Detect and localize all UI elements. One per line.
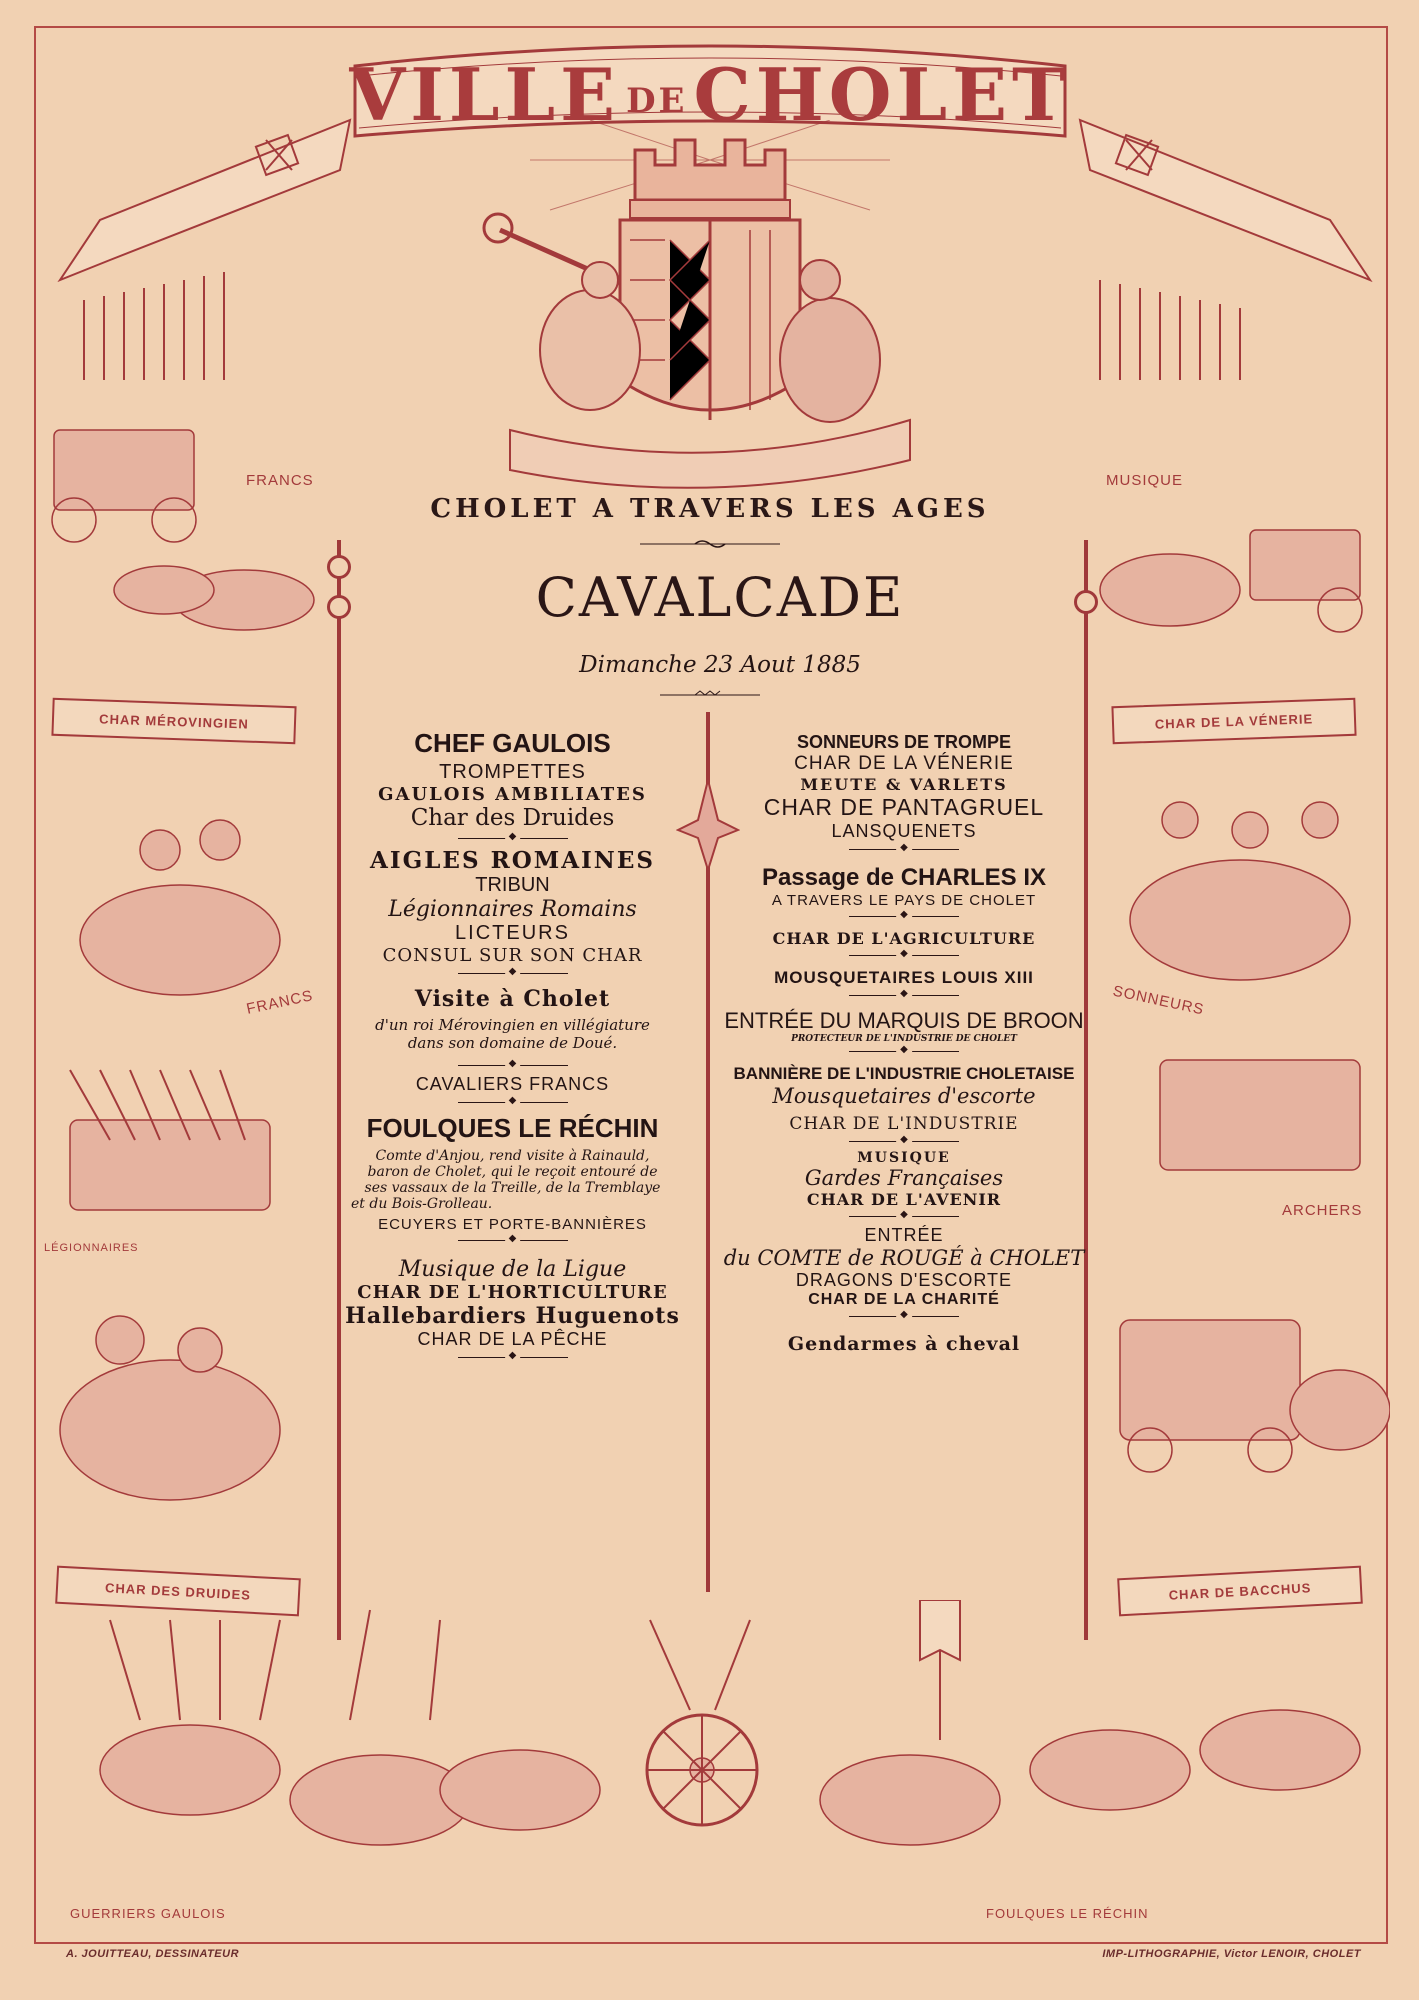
- divider-ornament: [718, 1309, 1090, 1325]
- divider-ornament: [718, 1044, 1090, 1060]
- title-de: DE: [626, 81, 688, 121]
- program-item: baron de Cholet, qui le reçoit entouré de: [367, 1164, 658, 1180]
- char-merovingien-ribbon: CHAR MÉROVINGIEN: [51, 698, 296, 744]
- program-item: Gardes Françaises: [804, 1166, 1004, 1190]
- footer-printer: IMP-LITHOGRAPHIE, Victor LENOIR, CHOLET: [1102, 1948, 1361, 1960]
- program-item: MOUSQUETAIRES LOUIS XIII: [774, 968, 1034, 987]
- program-item: MEUTE & VARLETS: [800, 775, 1008, 794]
- program-item: ENTRÉE: [864, 1225, 944, 1245]
- program-item: TRIBUN: [475, 874, 550, 896]
- program-item: d'un roi Mérovingien en villégiature: [375, 1016, 650, 1034]
- char-druides-ribbon: CHAR DES DRUIDES: [55, 1566, 301, 1617]
- footer-artist: A. JOUITTEAU, DESSINATEUR: [66, 1948, 240, 1960]
- program-item: A TRAVERS LE PAYS DE CHOLET: [771, 892, 1037, 909]
- program-item: Char des Druides: [410, 805, 615, 831]
- program-item: CONSUL SUR SON CHAR: [382, 945, 643, 966]
- program-item: CHAR DE PANTAGRUEL: [763, 794, 1045, 820]
- divider-ornament: [718, 948, 1090, 964]
- char-venerie-ribbon: CHAR DE LA VÉNERIE: [1111, 698, 1356, 744]
- program-item: et du Bois-Grolleau.: [351, 1196, 493, 1212]
- musique-procession-illustration: [1070, 270, 1380, 690]
- label-musique: MUSIQUE: [1106, 472, 1184, 489]
- program-item: Musique de la Ligue: [398, 1257, 627, 1282]
- divider-ornament: [718, 988, 1090, 1004]
- program-item: AIGLES ROMAINES: [370, 847, 655, 874]
- label-legionnaires: LÉGIONNAIRES: [44, 1242, 139, 1254]
- program-item: Comte d'Anjou, rend visite à Rainauld,: [375, 1148, 650, 1164]
- program-item: CHAR DE LA VÉNERIE: [794, 753, 1014, 774]
- program-item: PROTECTEUR DE L'INDUSTRIE DE CHOLET: [791, 1034, 1017, 1044]
- subtitle-ornament: [640, 538, 780, 550]
- char-bacchus-ribbon: CHAR DE BACCHUS: [1117, 1566, 1363, 1617]
- divider-ornament: [718, 842, 1090, 858]
- label-sonneurs: SONNEURS: [1111, 982, 1206, 1019]
- divider-ornament: [345, 966, 680, 982]
- divider-ornament: [345, 831, 680, 847]
- divider-ornament: [345, 1095, 680, 1111]
- program-item: ENTRÉE DU MARQUIS DE BROON: [724, 1008, 1084, 1033]
- program-item: SONNEURS DE TROMPE: [796, 732, 1012, 752]
- divider-ornament: [345, 1058, 680, 1074]
- date-ornament: [660, 690, 760, 700]
- program-item: CAVALIERS FRANCS: [415, 1074, 610, 1094]
- program-item: LICTEURS: [455, 922, 570, 944]
- program-item: CHAR DE LA CHARITÉ: [808, 1291, 1000, 1308]
- label-francs-mid: FRANCS: [244, 987, 315, 1018]
- event-title: CAVALCADE: [535, 566, 905, 629]
- program-item: FOULQUES LE RÉCHIN: [366, 1113, 659, 1143]
- program-item: ses vassaux de la Treille, de la Tremblaye: [364, 1180, 661, 1196]
- label-francs-top: FRANCS: [246, 472, 314, 489]
- program-item: du COMTE de ROUGÉ à CHOLET: [723, 1246, 1085, 1270]
- program-item: CHAR DE L'AGRICULTURE: [772, 929, 1036, 948]
- program-item: BANNIÈRE DE L'INDUSTRIE CHOLETAISE: [733, 1064, 1075, 1083]
- left-side-illustrations: [40, 740, 330, 1560]
- program-item: TROMPETTES: [439, 761, 586, 783]
- program-item: CHEF GAULOIS: [414, 728, 611, 758]
- title-cholet: CHOLET: [693, 52, 1071, 137]
- subtitle: CHOLET A TRAVERS LES AGES: [430, 494, 990, 524]
- program-item: LANSQUENETS: [831, 821, 977, 841]
- program-item: Visite à Cholet: [414, 986, 611, 1012]
- program-item: CHAR DE LA PÊCHE: [417, 1329, 608, 1349]
- program-item: Légionnaires Romains: [388, 897, 637, 922]
- program-item: CHAR DE L'AVENIR: [806, 1190, 1002, 1209]
- program-item: MUSIQUE: [857, 1150, 951, 1166]
- program-item: Gendarmes à cheval: [787, 1333, 1021, 1355]
- label-foulques-bottom: FOULQUES LE RÉCHIN: [986, 1906, 1149, 1921]
- program-item: CHAR DE L'INDUSTRIE: [789, 1114, 1019, 1134]
- program-item: CHAR DE L'HORTICULTURE: [357, 1282, 668, 1303]
- divider-ornament: [718, 1209, 1090, 1225]
- francs-procession-illustration: [44, 270, 344, 690]
- divider-ornament: [345, 1233, 680, 1249]
- right-side-illustrations: [1100, 760, 1390, 1560]
- program-item: Hallebardiers Huguenots: [345, 1303, 680, 1329]
- program-right-column: [718, 728, 1090, 1355]
- program-item: Mousquetaires d'escorte: [772, 1084, 1036, 1108]
- event-date: Dimanche 23 Aout 1885: [579, 652, 861, 678]
- bottom-procession-illustration: [50, 1600, 1380, 1910]
- program-left-column: [345, 728, 680, 1366]
- program-item: Passage de CHARLES IX: [761, 864, 1047, 891]
- title-ville: VILLE: [349, 52, 621, 137]
- left-pole: [337, 540, 341, 1640]
- divider-ornament: [718, 909, 1090, 925]
- divider-ornament: [718, 1134, 1090, 1150]
- program-item: dans son domaine de Doué.: [407, 1034, 618, 1052]
- coat-of-arms-illustration: [470, 120, 950, 510]
- program-item: GAULOIS AMBILIATES: [378, 784, 647, 805]
- label-archers: ARCHERS: [1282, 1202, 1363, 1219]
- program-item: ECUYERS ET PORTE-BANNIÈRES: [378, 1216, 647, 1233]
- label-guerriers-gaulois: GUERRIERS GAULOIS: [70, 1906, 226, 1921]
- divider-ornament: [345, 1350, 680, 1366]
- program-item: DRAGONS D'ESCORTE: [795, 1270, 1013, 1290]
